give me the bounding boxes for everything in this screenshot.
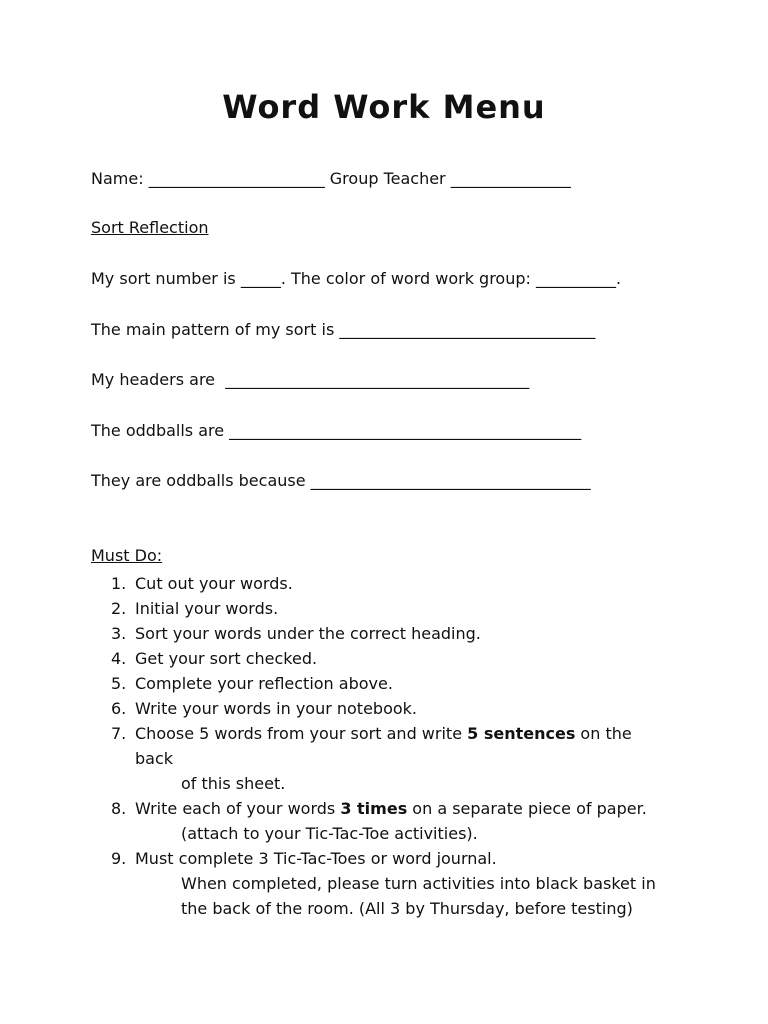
oddballs-because-line: They are oddballs because ___________________________________ bbox=[91, 471, 591, 490]
item8-text-after: on a separate piece of paper. bbox=[407, 799, 647, 818]
list-item-tic-tac-toe bbox=[91, 846, 691, 921]
list-item-text: Sort your words under the correct heading. bbox=[135, 624, 481, 643]
list-item-number: 1. bbox=[111, 574, 127, 593]
list-item-number: 9. bbox=[111, 849, 127, 868]
list-item bbox=[91, 671, 691, 696]
item8-bold-text: 3 times bbox=[340, 799, 408, 818]
list-item-number: 3. bbox=[111, 624, 127, 643]
list-item-times bbox=[91, 796, 691, 846]
list-item-text: Cut out your words. bbox=[135, 574, 293, 593]
sort-reflection-heading: Sort Reflection bbox=[91, 218, 209, 237]
list-item-text: Initial your words. bbox=[135, 599, 279, 618]
list-item-text: Get your sort checked. bbox=[135, 649, 318, 668]
name-blank: ______________________ bbox=[148, 169, 325, 188]
list-item-sentences bbox=[91, 721, 691, 796]
item9-line2: When completed, please turn activities into black basket in bbox=[181, 874, 656, 893]
list-item-number: 4. bbox=[111, 649, 127, 668]
headers-line: My headers are ______________________________________ bbox=[91, 370, 530, 389]
item7-line3: of this sheet. bbox=[181, 774, 286, 793]
list-item-text bbox=[135, 796, 691, 821]
list-item bbox=[91, 621, 691, 646]
list-item bbox=[91, 571, 691, 596]
list-item bbox=[91, 646, 691, 671]
oddballs-line: The oddballs are ____________________________________________ bbox=[91, 421, 582, 440]
page-title: Word Work Menu bbox=[222, 88, 546, 126]
item7-bold-text: 5 sentences bbox=[467, 724, 576, 743]
main-pattern-line: The main pattern of my sort is ________________________________ bbox=[91, 320, 596, 339]
list-item bbox=[91, 596, 691, 621]
group-teacher-blank: _______________ bbox=[450, 169, 571, 188]
must-do-list bbox=[91, 571, 691, 921]
name-line bbox=[91, 168, 571, 190]
list-item-number: 5. bbox=[111, 674, 127, 693]
item8-text-before: Write each of your words bbox=[135, 799, 341, 818]
list-item-text: Complete your reflection above. bbox=[135, 674, 393, 693]
sort-number-line: My sort number is _____. The color of word work group: __________. bbox=[91, 269, 622, 288]
name-label: Name: bbox=[91, 169, 149, 188]
list-item-text: Must complete 3 Tic-Tac-Toes or word journal. bbox=[135, 849, 497, 868]
must-do-heading: Must Do: bbox=[91, 546, 163, 565]
item7-text-before: Choose 5 words from your sort and write bbox=[135, 724, 468, 743]
list-item-number: 7. bbox=[111, 724, 127, 743]
list-item-number: 6. bbox=[111, 699, 127, 718]
item9-line3: the back of the room. (All 3 by Thursday, before testing) bbox=[181, 899, 633, 918]
list-item bbox=[91, 696, 691, 721]
group-teacher-label: Group Teacher bbox=[324, 169, 451, 188]
list-item-text: Write your words in your notebook. bbox=[135, 699, 418, 718]
list-item-number: 8. bbox=[111, 799, 127, 818]
item7-line2: back bbox=[135, 749, 174, 768]
item8-line2: (attach to your Tic-Tac-Toe activities). bbox=[181, 824, 478, 843]
list-item-text bbox=[135, 721, 691, 746]
item7-text-after: on the bbox=[575, 724, 632, 743]
list-item-number: 2. bbox=[111, 599, 127, 618]
